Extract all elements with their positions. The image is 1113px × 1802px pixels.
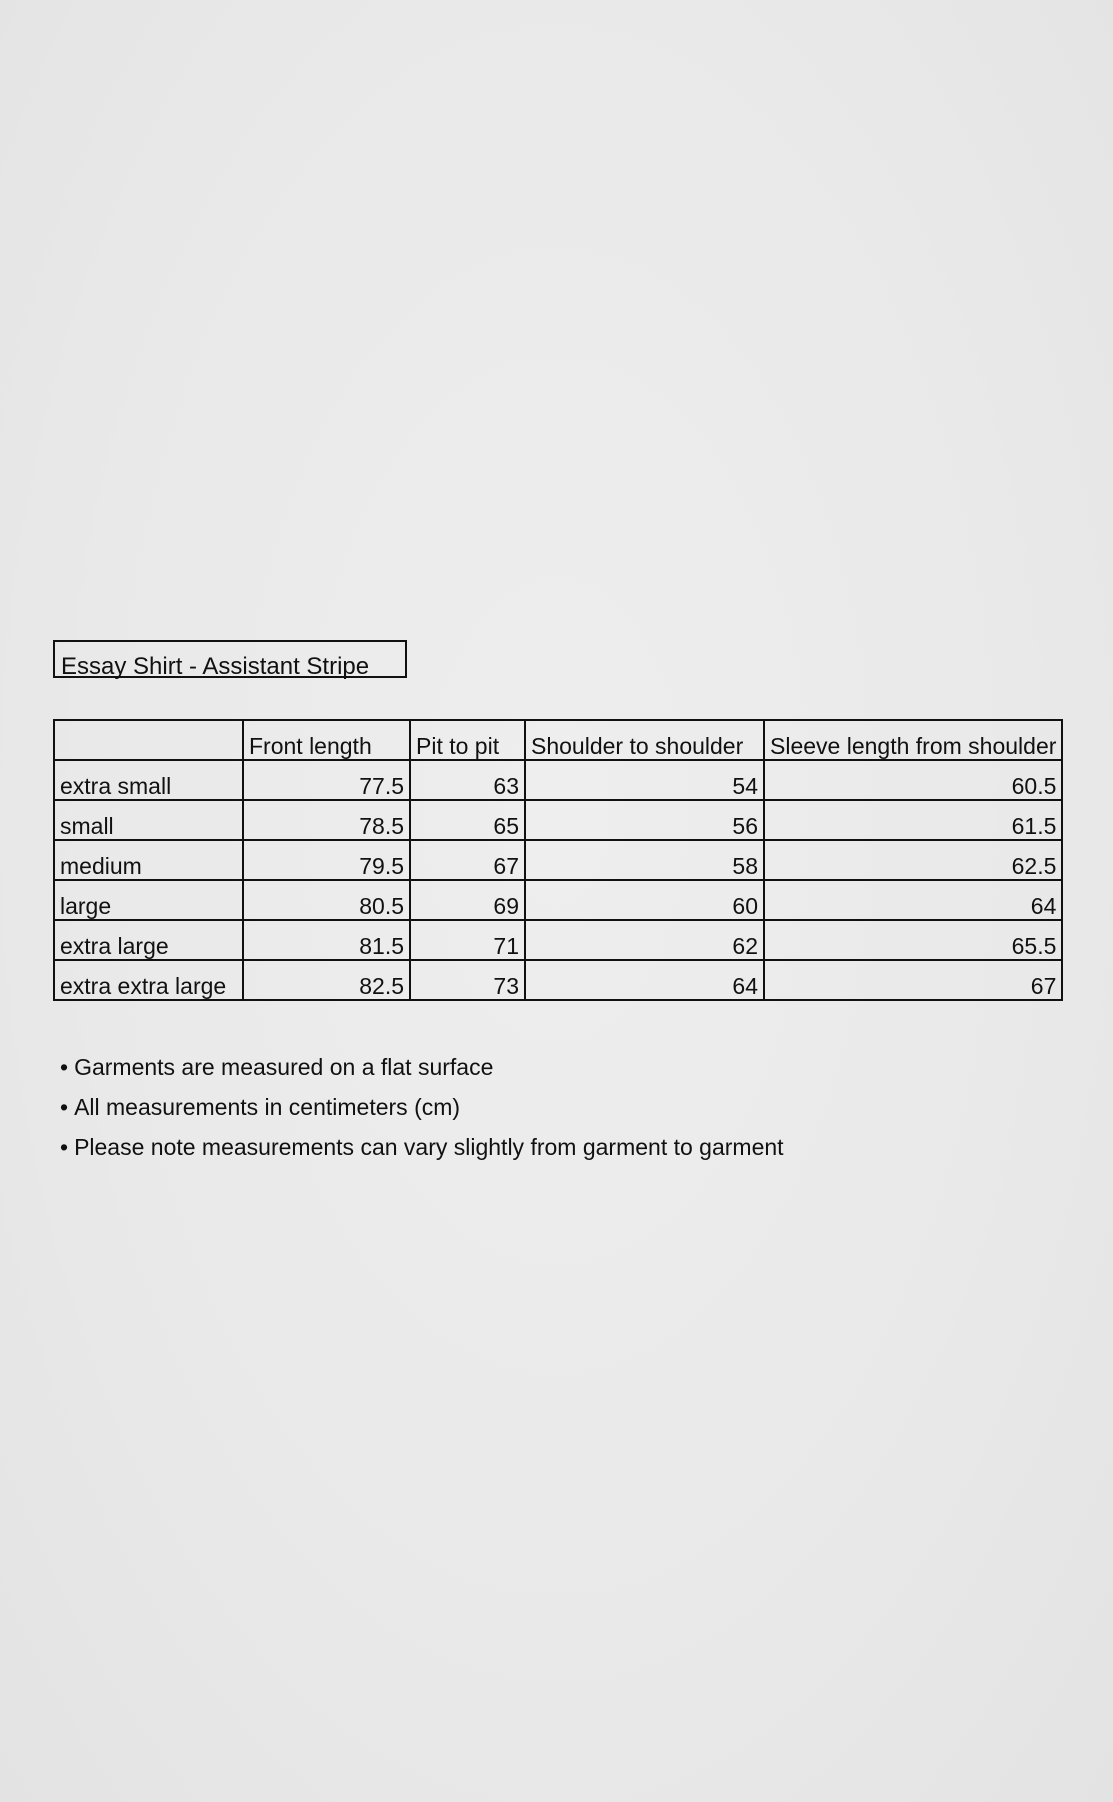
note-item xyxy=(60,1047,784,1087)
header-shoulder-to-shoulder: Shoulder to shoulder xyxy=(525,720,764,760)
bullet-icon: • xyxy=(60,1134,69,1160)
shoulder-value: 56 xyxy=(525,800,764,840)
page-title: Essay Shirt - Assistant Stripe xyxy=(53,640,407,678)
pit-to-pit-value: 73 xyxy=(410,960,525,1000)
bullet-icon: • xyxy=(60,1054,69,1080)
header-pit-to-pit: Pit to pit xyxy=(410,720,525,760)
size-label: small xyxy=(54,800,243,840)
table-row xyxy=(54,840,1062,880)
bullet-icon: • xyxy=(60,1094,69,1120)
shoulder-value: 54 xyxy=(525,760,764,800)
shoulder-value: 60 xyxy=(525,880,764,920)
size-label: medium xyxy=(54,840,243,880)
measurement-notes xyxy=(60,1047,784,1167)
sleeve-length-value: 64 xyxy=(764,880,1062,920)
header-sleeve-length: Sleeve length from shoulder xyxy=(764,720,1062,760)
table-row xyxy=(54,760,1062,800)
front-length-value: 78.5 xyxy=(243,800,410,840)
table-row xyxy=(54,800,1062,840)
shoulder-value: 62 xyxy=(525,920,764,960)
pit-to-pit-value: 67 xyxy=(410,840,525,880)
front-length-value: 79.5 xyxy=(243,840,410,880)
header-corner-cell xyxy=(54,720,243,760)
note-text: Garments are measured on a flat surface xyxy=(74,1054,494,1080)
shoulder-value: 64 xyxy=(525,960,764,1000)
sleeve-length-value: 65.5 xyxy=(764,920,1062,960)
pit-to-pit-value: 65 xyxy=(410,800,525,840)
note-item xyxy=(60,1087,784,1127)
size-label: large xyxy=(54,880,243,920)
sleeve-length-value: 67 xyxy=(764,960,1062,1000)
table-header-row xyxy=(54,720,1062,760)
sleeve-length-value: 60.5 xyxy=(764,760,1062,800)
table-row xyxy=(54,880,1062,920)
pit-to-pit-value: 63 xyxy=(410,760,525,800)
size-label: extra small xyxy=(54,760,243,800)
sleeve-length-value: 61.5 xyxy=(764,800,1062,840)
size-chart-table xyxy=(53,719,1063,1001)
shoulder-value: 58 xyxy=(525,840,764,880)
pit-to-pit-value: 69 xyxy=(410,880,525,920)
table-row xyxy=(54,960,1062,1000)
pit-to-pit-value: 71 xyxy=(410,920,525,960)
note-item xyxy=(60,1127,784,1167)
front-length-value: 80.5 xyxy=(243,880,410,920)
note-text: All measurements in centimeters (cm) xyxy=(74,1094,461,1120)
front-length-value: 82.5 xyxy=(243,960,410,1000)
front-length-value: 81.5 xyxy=(243,920,410,960)
size-label: extra large xyxy=(54,920,243,960)
size-label: extra extra large xyxy=(54,960,243,1000)
header-front-length: Front length xyxy=(243,720,410,760)
sleeve-length-value: 62.5 xyxy=(764,840,1062,880)
front-length-value: 77.5 xyxy=(243,760,410,800)
table-row xyxy=(54,920,1062,960)
note-text: Please note measurements can vary slightly from garment to garment xyxy=(74,1134,784,1160)
